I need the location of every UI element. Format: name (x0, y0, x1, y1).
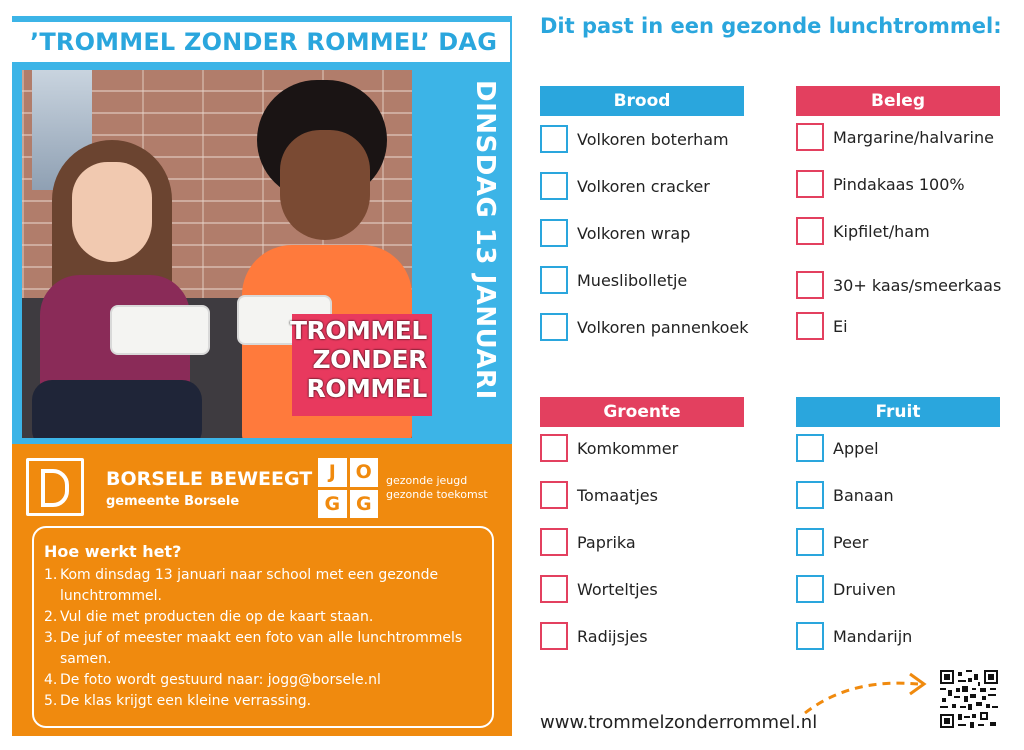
checkbox[interactable] (796, 622, 824, 650)
checkbox[interactable] (540, 434, 568, 462)
step-item: 1. Kom dinsdag 13 januari naar school met een gezonde lunchtrommel. (44, 567, 439, 604)
qr-code-icon[interactable] (940, 670, 998, 728)
campaign-logo (290, 316, 427, 403)
checkbox[interactable] (796, 217, 824, 245)
checkbox[interactable] (796, 481, 824, 509)
checkbox[interactable] (796, 575, 824, 603)
campaign-logo-line: TROMMEL (290, 316, 427, 345)
checkbox[interactable] (540, 481, 568, 509)
jogg-letter: O (350, 458, 379, 487)
org-name: BORSELE BEWEEGT (106, 468, 313, 490)
banner-title: ’TROMMEL ZONDER ROMMEL’ DAG (30, 28, 498, 56)
checklist-item[interactable]: Mueslibolletje (540, 265, 687, 295)
checklist-item[interactable]: Paprika (540, 527, 636, 557)
step-item: 4. De foto wordt gestuurd naar: jogg@borsele.nl (44, 672, 381, 688)
checklist-item[interactable]: Volkoren cracker (540, 171, 710, 201)
checklist-item[interactable]: Volkoren boterham (540, 124, 729, 154)
jogg-letter: G (318, 490, 347, 519)
category-beleg: Beleg (796, 86, 1000, 116)
checkbox[interactable] (540, 125, 568, 153)
checklist-item[interactable]: Peer (796, 527, 868, 557)
how-it-works-title: Hoe werkt het? (44, 542, 182, 561)
checklist-item[interactable]: Radijsjes (540, 621, 648, 651)
checkbox[interactable] (540, 313, 568, 341)
org-subtitle: gemeente Borsele (106, 494, 240, 509)
checklist-item[interactable]: 30+ kaas/smeerkaas (796, 270, 1001, 300)
checkbox[interactable] (796, 434, 824, 462)
checkbox[interactable] (540, 266, 568, 294)
checklist-item[interactable]: Druiven (796, 574, 896, 604)
checklist-item[interactable]: Banaan (796, 480, 894, 510)
category-groente: Groente (540, 397, 744, 427)
how-it-works-box (32, 526, 494, 728)
campaign-logo-line: ZONDER (312, 345, 427, 374)
checklist-heading: Dit past in een gezonde lunchtrommel: (540, 14, 1002, 38)
event-date (470, 80, 500, 425)
checklist-item[interactable]: Ei (796, 311, 848, 341)
step-item: 3. De juf of meester maakt een foto van alle lunchtrommels samen. (44, 630, 463, 667)
checkbox[interactable] (540, 622, 568, 650)
checklist-item[interactable]: Komkommer (540, 433, 678, 463)
step-item: 2. Vul die met producten die op de kaart staan. (44, 609, 374, 625)
checkbox[interactable] (796, 312, 824, 340)
checklist-item[interactable]: Mandarijn (796, 621, 912, 651)
checklist-item[interactable]: Margarine/halvarine (796, 122, 994, 152)
lunchbox-image (110, 305, 210, 355)
event-date-text: DINSDAG 13 JANUARI (470, 80, 500, 400)
checklist-item[interactable]: Volkoren wrap (540, 218, 690, 248)
checklist-item[interactable]: Pindakaas 100% (796, 169, 965, 199)
category-brood: Brood (540, 86, 744, 116)
jogg-letter: G (350, 490, 379, 519)
checkbox[interactable] (540, 528, 568, 556)
jogg-letter: J (318, 458, 347, 487)
website-link[interactable]: www.trommelzonderrommel.nl (540, 712, 818, 733)
checklist-item[interactable]: Tomaatjes (540, 480, 658, 510)
jogg-logo (318, 458, 378, 518)
checkbox[interactable] (540, 575, 568, 603)
jogg-tagline: gezonde jeugd gezonde toekomst (386, 474, 488, 501)
category-fruit: Fruit (796, 397, 1000, 427)
checklist-item[interactable]: Appel (796, 433, 879, 463)
checkbox[interactable] (540, 219, 568, 247)
checkbox[interactable] (796, 271, 824, 299)
checkbox[interactable] (796, 123, 824, 151)
how-it-works-steps (44, 565, 480, 712)
checkbox[interactable] (540, 172, 568, 200)
checkbox[interactable] (796, 528, 824, 556)
campaign-logo-line: ROMMEL (306, 374, 427, 403)
step-item: 5. De klas krijgt een kleine verrassing. (44, 693, 312, 709)
dashed-arrow-icon (800, 668, 930, 718)
checkbox[interactable] (796, 170, 824, 198)
checklist-item[interactable]: Worteltjes (540, 574, 658, 604)
borsele-logo-icon (26, 458, 84, 516)
checklist-item[interactable]: Volkoren pannenkoek (540, 312, 749, 342)
checklist-item[interactable]: Kipfilet/ham (796, 216, 930, 246)
